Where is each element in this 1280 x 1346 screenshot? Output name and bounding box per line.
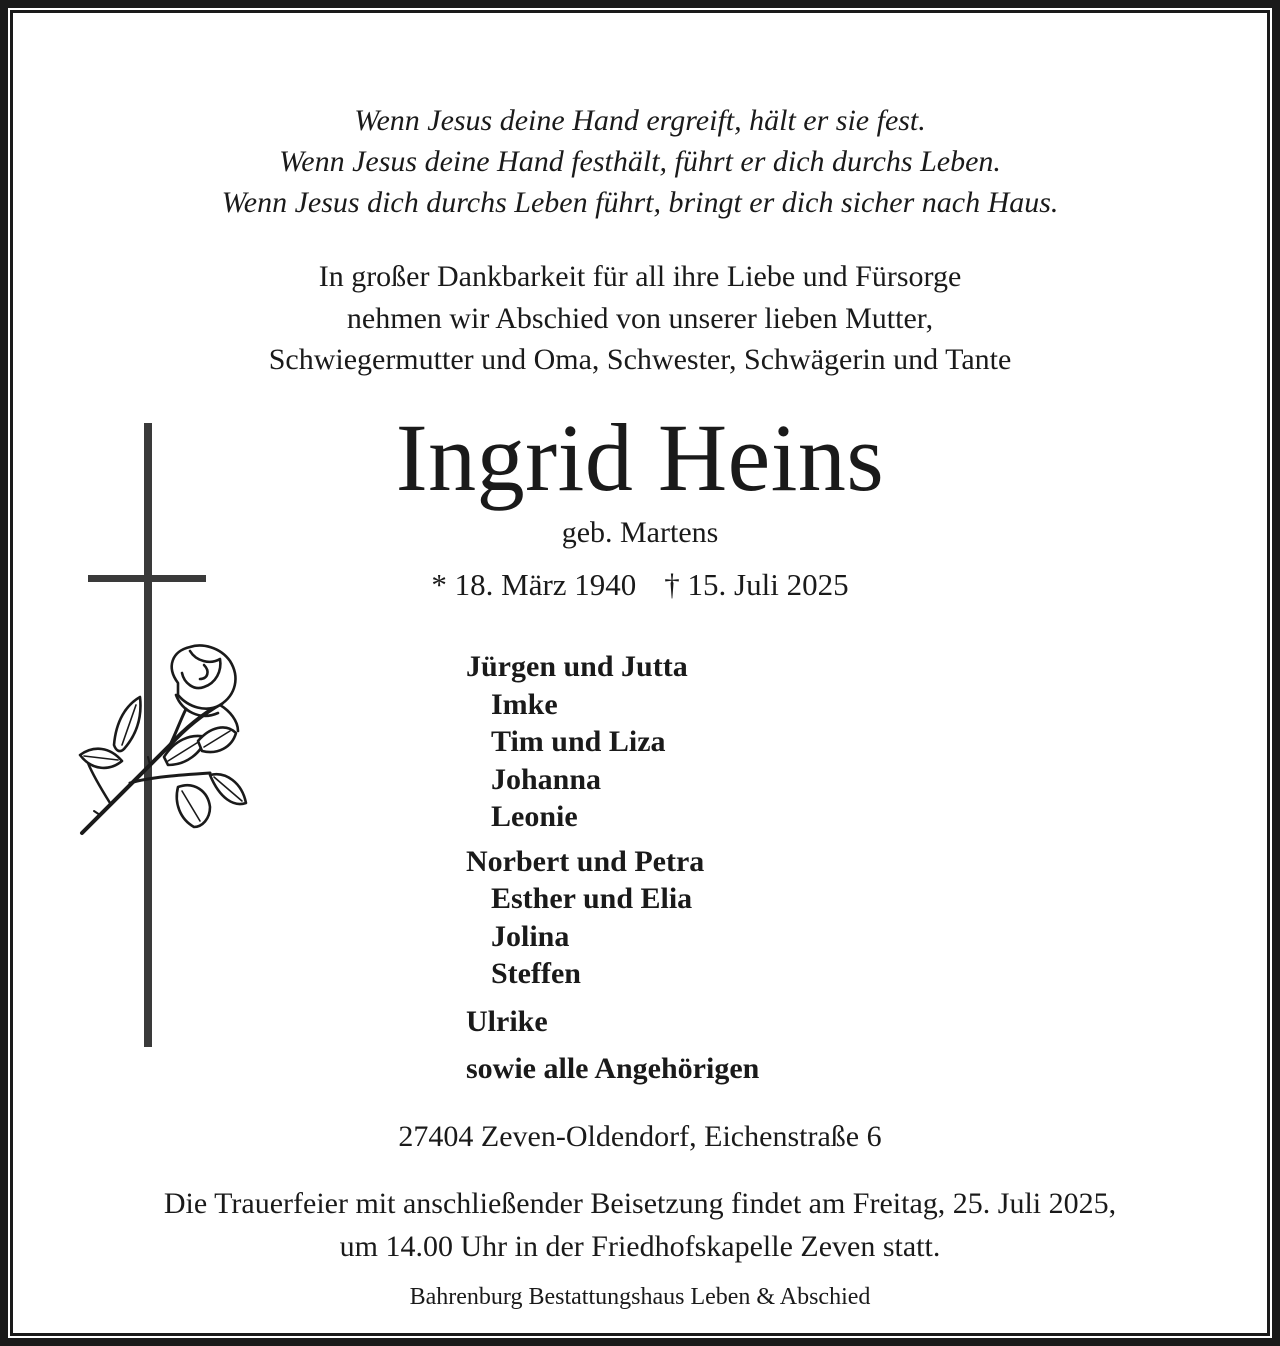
service-info [0,1182,1280,1268]
life-dates [0,566,1280,604]
rose-icon [80,646,246,833]
family-member: Leonie [491,800,578,833]
verse-line: Wenn Jesus deine Hand festhält, führt er dich durchs Leben. [279,145,1001,178]
family-member: Johanna [491,762,602,796]
family-head: Norbert und Petra [466,844,705,878]
intro-line: nehmen wir Abschied von unserer lieben Mutter, [346,301,934,335]
family-head: Jürgen und Jutta [466,650,688,683]
family-member: Esther und Elia [491,882,693,915]
intro-line: In großer Dankbarkeit für all ihre Liebe und Fürsorge [318,260,962,293]
maiden-name: geb. Martens [561,516,719,549]
service-line: Die Trauerfeier mit anschließender Beisetzung findet am Freitag, 25. Juli 2025, [163,1187,1117,1220]
family-member: Jolina [491,919,570,953]
family-member: Imke [491,687,558,721]
mourners-list [466,648,759,1088]
intro-line: Schwiegermutter und Oma, Schwester, Schwägerin und Tante [268,343,1012,376]
address: 27404 Zeven-Oldendorf, Eichenstraße 6 [398,1120,882,1153]
verse-line: Wenn Jesus deine Hand ergreift, hält er sie fest. [354,104,926,137]
death-date: † 15. Juli 2025 [664,567,849,602]
family-head: Ulrike [466,1004,548,1038]
mourners-closing: sowie alle Angehörigen [466,1052,760,1085]
undertaker: Bahrenburg Bestattungshaus Leben & Abschied [409,1284,871,1310]
birth-date: * 18. März 1940 [431,567,637,602]
service-line: um 14.00 Uhr in der Friedhofskapelle Zeven statt. [339,1230,941,1263]
deceased-name: Ingrid Heins [395,404,885,511]
verse-line: Wenn Jesus dich durchs Leben führt, bringt er dich sicher nach Haus. [221,186,1059,219]
bible-verse [0,100,1280,223]
family-member: Steffen [491,957,581,990]
family-member: Tim und Liza [491,725,666,758]
intro-text [0,256,1280,381]
